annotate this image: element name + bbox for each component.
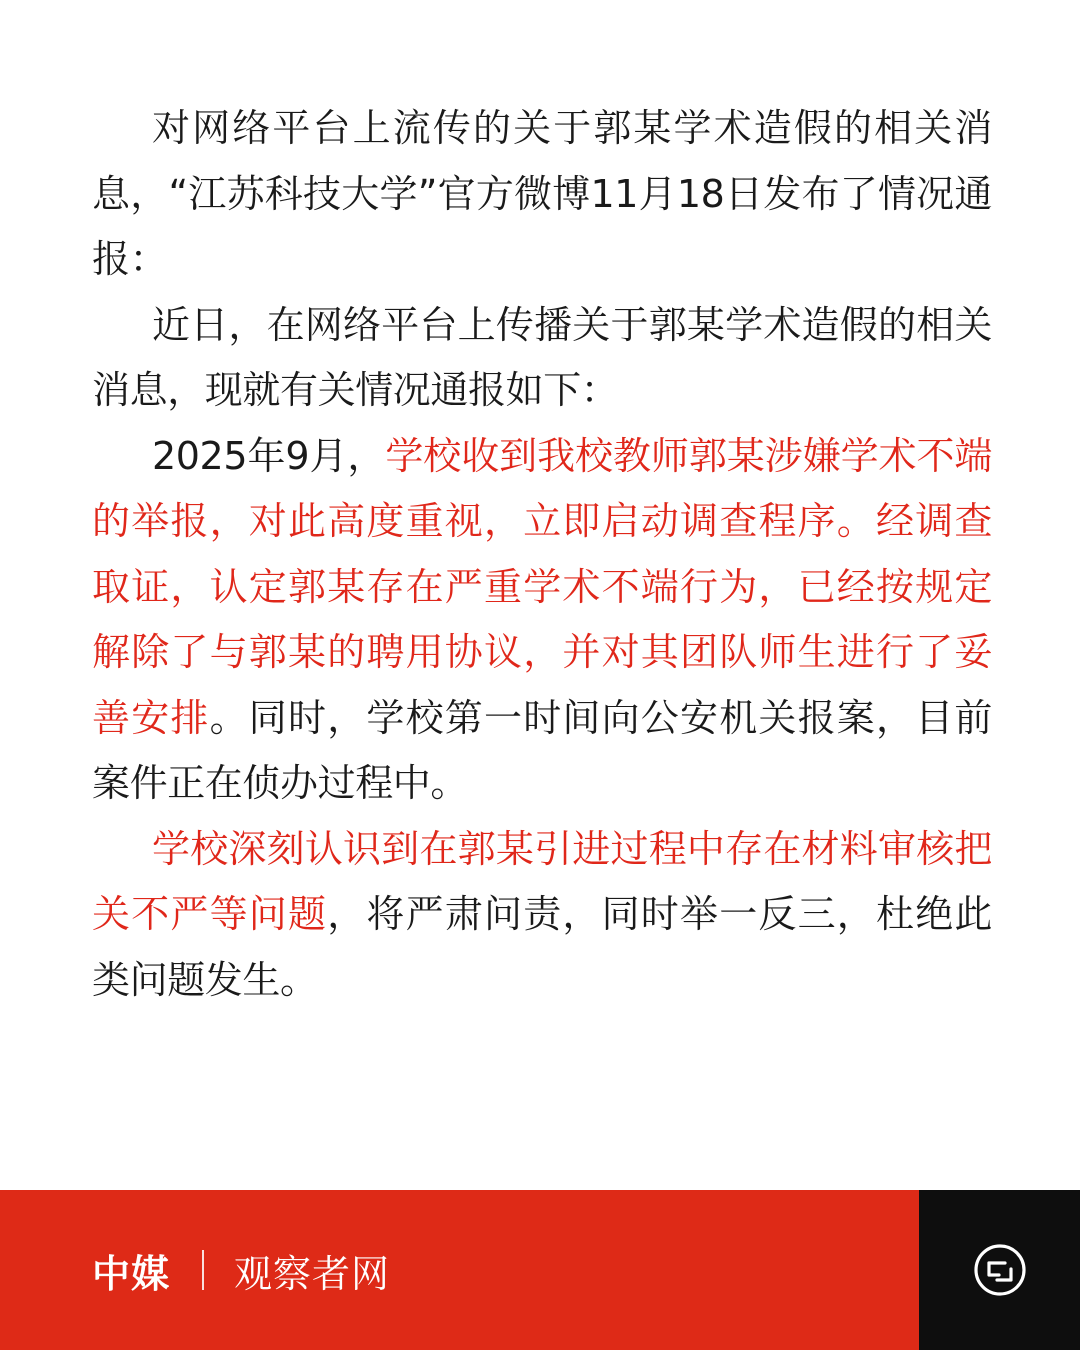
footer-divider bbox=[202, 1250, 204, 1290]
guancha-logo-icon bbox=[972, 1242, 1028, 1298]
paragraph-intro-text: 对网络平台上流传的关于郭某学术造假的相关消息，“江苏科技大学”官方微博11月18日发布了情况通报： bbox=[92, 106, 992, 281]
paragraph-intro bbox=[92, 96, 992, 293]
paragraph-notice-lead bbox=[92, 293, 992, 424]
investigation-date-text: 2025年9月， bbox=[152, 433, 386, 478]
footer-site-name: 观察者网 bbox=[234, 1251, 391, 1296]
investigation-police-text: 。同时，学校第一时间向公安机关报案，目前案件正在侦办过程中。 bbox=[92, 695, 992, 805]
accountability-highlight-text: 学校深刻认识到在郭某引进过程中存在材料审核把关不严等问题 bbox=[92, 826, 992, 936]
footer-brand-panel bbox=[0, 1190, 919, 1350]
paragraph-investigation bbox=[92, 424, 992, 817]
footer-brand: 中媒 bbox=[92, 1251, 171, 1296]
article-body bbox=[92, 96, 992, 1013]
footer-logo-panel bbox=[919, 1190, 1080, 1350]
investigation-highlight-text: 学校收到我校教师郭某涉嫌学术不端的举报，对此高度重视，立即启动调查程序。经调查取证，认定郭某存在严重学术不端行为，已经按规定解除了与郭某的聘用协议，并对其团队师生进行了妥善安排 bbox=[92, 433, 993, 740]
paragraph-accountability bbox=[92, 817, 992, 1014]
footer-bar bbox=[0, 1190, 1080, 1350]
accountability-text: ，将严肃问责，同时举一反三，杜绝此类问题发生。 bbox=[92, 892, 992, 1002]
paragraph-notice-lead-text: 近日，在网络平台上传播关于郭某学术造假的相关消息，现就有关情况通报如下： bbox=[92, 302, 992, 412]
